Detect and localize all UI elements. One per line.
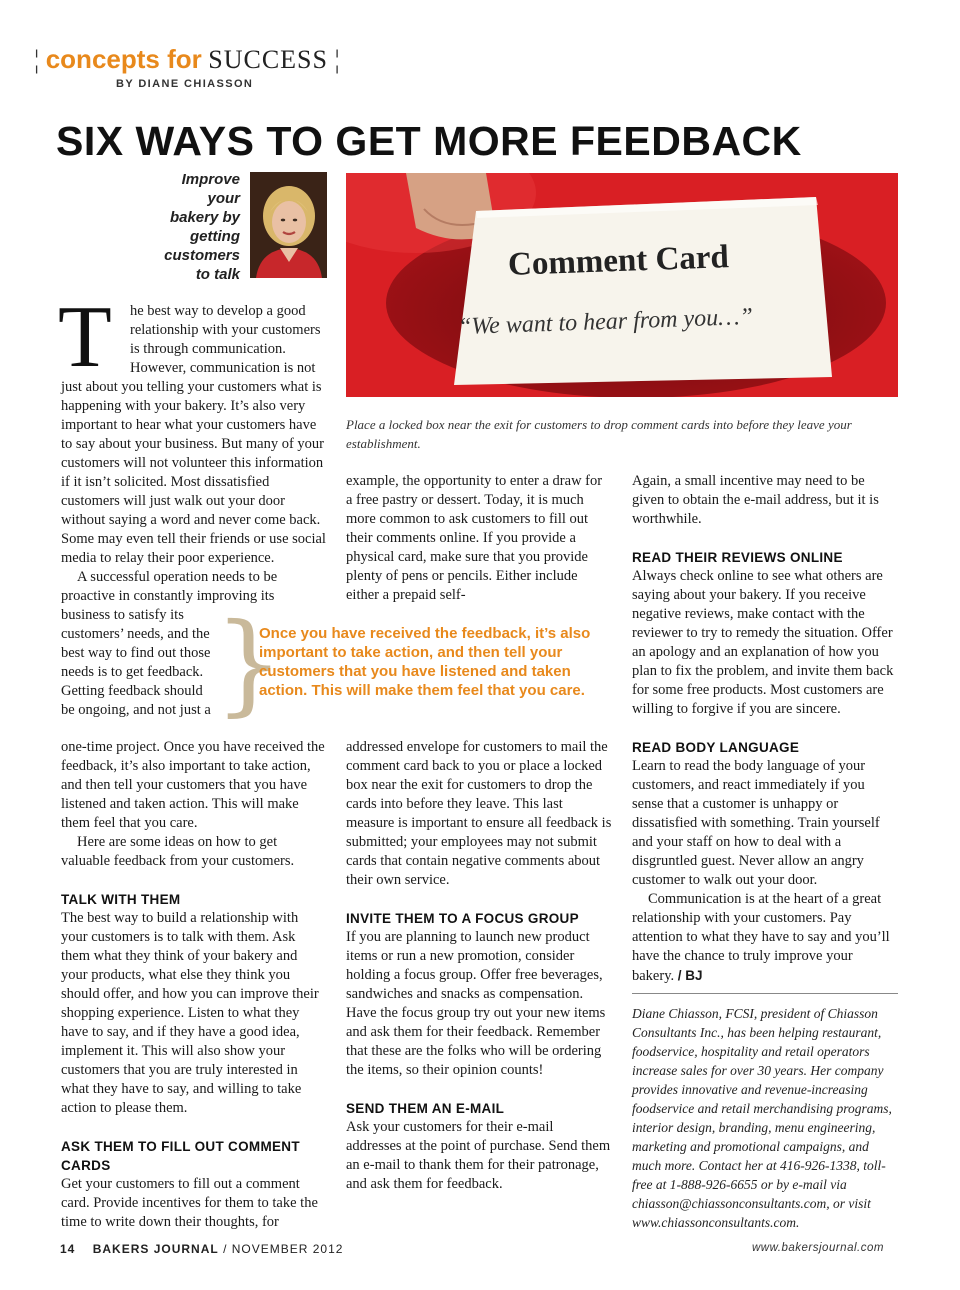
- page-number: 14: [60, 1242, 76, 1256]
- deck-line: getting: [190, 228, 240, 245]
- subhead-ask: ASK THEM TO FILL OUT COMMENT CARDS: [61, 1139, 300, 1173]
- photo-caption: Place a locked box near the exit for customers to drop comment cards into before they leave your establishment.: [346, 417, 852, 451]
- pull-quote-brace: }: [214, 599, 284, 727]
- comment-card-image: [346, 173, 898, 397]
- body-paragraph: just about you telling your customers what is happening with your bakery. It’s also very important to hear what your customers have to say about your business. But many of your customers will not volunteer this information if it isn’t solicited. Most dissatisfied customers will just walk out your door without saying a word and never come back. Some may even tell their friends or use social media to relay their poor experience.: [61, 379, 326, 566]
- issue-date: / NOVEMBER 2012: [223, 1242, 344, 1256]
- subhead-reviews: READ THEIR REVIEWS ONLINE: [632, 550, 843, 565]
- subhead-focus: INVITE THEM TO A FOCUS GROUP: [346, 911, 579, 926]
- pull-quote: Once you have received the feedback, it’s also important to take action, and then tell your customers that you have listened and taken action. This will make them feel that you care.: [259, 625, 591, 699]
- subhead-talk: TALK WITH THEM: [61, 892, 181, 907]
- headline: SIX WAYS TO GET MORE FEEDBACK: [56, 118, 802, 164]
- kicker-bar-right: ¦: [334, 45, 340, 74]
- subhead-email: SEND THEM AN E-MAIL: [346, 1101, 505, 1116]
- body-paragraph: If you are planning to launch new product items or run a new promotion, consider holding a focus group. Offer free beverages, sandwiches and snacks as compensation. Have the focus group try out your new items and ask them for their feedback. Remember that these are the folks who will be ordering the items, so their opinion counts!: [346, 929, 606, 1078]
- kicker-success: SUCCESS: [208, 45, 328, 74]
- body-paragraph: Ask your customers for their e-mail addresses at the point of purchase. Send them an e-mail to thank them for their patronage, and ask them for feedback.: [346, 1119, 611, 1192]
- intro-line: However, communication is not: [130, 360, 316, 376]
- journal-url: www.bakersjournal.com: [752, 1242, 884, 1254]
- body-paragraph: A successful operation needs to be proactive in constantly improving its: [61, 569, 278, 604]
- column-1-upper: [61, 378, 327, 606]
- body-paragraph: example, the opportunity to enter a draw for a free pastry or dessert. Today, it is much more common to ask customers to fill out their comments online. If you provide a physical card, make sure that you provide plenty of pens or pencils. Either include either a prepaid self-: [346, 473, 603, 603]
- deck-line: to talk: [195, 266, 240, 283]
- body-paragraph: Always check online to see what others are saying about your bakery. If you receive negative reviews, make contact with the reviewer to try to remedy the situation. Offer an apology and an explanation of how you plan to fix the problem, and invite them back for some free products. Most customers are willing to forgive if you are sincere.: [632, 568, 894, 717]
- body-paragraph: The best way to build a relationship with your customers is to talk with them. Ask them what they think of your bakery and your products, what else they think you should offer, and how you can improve their shopping experience. Listen to what they have to say, and if they have a good idea, implement it. This will also show your customers that you are truly interested in what they have to say, and willing to take action to please them.: [61, 910, 319, 1116]
- deck-line: Improve: [181, 171, 240, 188]
- body-paragraph: one-time project. Once you have received the feedback, it’s also important to take action, and then tell your customers that you have listened and taken action. This will make them feel that you care.: [61, 739, 325, 831]
- closing-text: Communication is at the heart of a great relationship with your customers. Pay attention to what they have to say and you’ll have the chance to truly improve your bakery.: [632, 891, 890, 984]
- author-portrait: [250, 172, 327, 278]
- column-3: [632, 472, 898, 986]
- journal-name: BAKERS JOURNAL: [92, 1242, 219, 1256]
- kicker-bar-left: ¦: [34, 45, 40, 74]
- section-kicker: [34, 44, 340, 75]
- body-paragraph: addressed envelope for customers to mail the comment card back to you or place a locked box near the exit for customers to drop the cards into before they leave. This last measure is important to ensure all feedback is submitted; your employees may not submit cards that contain negative comments about their own service.: [346, 739, 612, 888]
- column-1-lower: [61, 738, 327, 1232]
- subhead-body-language: READ BODY LANGUAGE: [632, 740, 800, 755]
- deck-line: customers: [164, 247, 240, 264]
- author-portrait-image: [250, 172, 327, 278]
- column-1-narrow: [61, 606, 211, 720]
- intro-line: relationship with your customers: [130, 322, 321, 338]
- drop-cap: T: [58, 289, 112, 386]
- deck: [140, 170, 240, 284]
- page-footer: [60, 1242, 343, 1256]
- comment-card-photo: [346, 173, 898, 397]
- deck-line: your: [207, 190, 240, 207]
- body-paragraph: Again, a small incentive may need to be given to obtain the e-mail address, but it is worthwhile.: [632, 473, 879, 527]
- body-paragraph: Get your customers to fill out a comment card. Provide incentives for them to take the time to write down their thoughts, for: [61, 1176, 318, 1230]
- author-bio: Diane Chiasson, FCSI, president of Chiasson Consultants Inc., has been helping restaurant, foodservice, hospitality and retail operators increase sales for over 30 years. Her company provides innovative and revenue-increasing foodservice and retail merchandising programs, interior design, branding, menu engineering, marketing and promotional campaigns, and much more. Contact her at 416-926-1338, toll-free at 1-888-926-6655 or by e-mail via chiasson@chiassonconsultants.com, or visit www.chiassonconsultants.com.: [632, 1006, 892, 1230]
- intro-line: he best way to develop a good: [130, 303, 306, 319]
- kicker-concepts: concepts for: [45, 44, 202, 74]
- intro-line: is through communication.: [130, 341, 286, 357]
- body-paragraph: Learn to read the body language of your customers, and react immediately if you sense that a customer is unhappy or dissatisfied with something. Train yourself and your staff on how to deal with a disgruntled guest. Never allow an angry customer to walk out your door.: [632, 758, 880, 888]
- column-2-top: [346, 472, 612, 605]
- deck-line: bakery by: [169, 209, 240, 226]
- bio-divider: [632, 993, 898, 994]
- signoff: / BJ: [677, 968, 703, 983]
- column-2-lower: [346, 738, 612, 1194]
- intro-beside-dropcap: [130, 302, 330, 378]
- card-title: Comment Card: [507, 239, 730, 283]
- body-paragraph: business to satisfy its customers’ needs, and the best way to find out those needs is to get feedback. Getting feedback should be ongoing, and not just a: [61, 607, 211, 718]
- body-paragraph: Here are some ideas on how to get valuable feedback from your customers.: [61, 834, 295, 869]
- card-tagline: “We want to hear from you…”: [457, 303, 754, 341]
- closing-paragraph: [632, 890, 898, 986]
- byline: BY DIANE CHIASSON: [116, 78, 254, 90]
